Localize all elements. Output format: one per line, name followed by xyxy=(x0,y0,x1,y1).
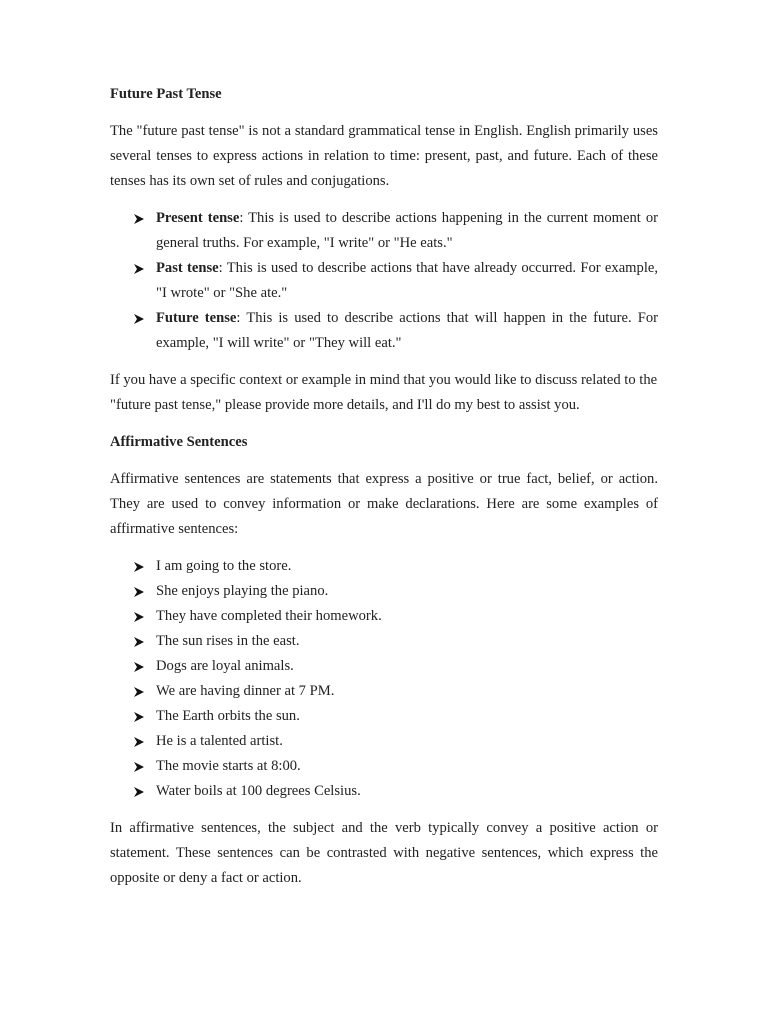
tense-term: Present tense xyxy=(156,210,240,226)
section-heading-affirmative-sentences: Affirmative Sentences xyxy=(110,434,248,450)
example-sentence: We are having dinner at 7 PM. xyxy=(156,683,335,699)
arrowhead-bullet-icon xyxy=(133,779,147,804)
example-sentence: They have completed their homework. xyxy=(156,608,382,624)
list-item xyxy=(110,256,658,306)
arrowhead-bullet-icon xyxy=(133,256,147,281)
arrowhead-bullet-icon xyxy=(133,604,147,629)
list-item xyxy=(110,779,658,804)
list-item xyxy=(110,679,658,704)
closing-paragraph: In affirmative sentences, the subject and the verb typically convey a positive action or statement. These sentences can be contrasted with negative sentences, which express the opposite or deny a fact or action. xyxy=(110,820,658,886)
arrowhead-bullet-icon xyxy=(133,554,147,579)
list-item xyxy=(110,704,658,729)
arrowhead-bullet-icon xyxy=(133,206,147,231)
intro-paragraph: The "future past tense" is not a standard grammatical tense in English. English primarily uses several tenses to express actions in relation to time: present, past, and future. Each of these tenses has its own set of rules and conjugations. xyxy=(110,123,658,189)
example-sentence: He is a talented artist. xyxy=(156,733,283,749)
example-sentence: She enjoys playing the piano. xyxy=(156,583,329,599)
tenses-list xyxy=(110,206,658,356)
example-sentence: Water boils at 100 degrees Celsius. xyxy=(156,783,361,799)
list-item xyxy=(110,206,658,256)
list-item xyxy=(110,629,658,654)
list-item xyxy=(110,579,658,604)
arrowhead-bullet-icon xyxy=(133,729,147,754)
arrowhead-bullet-icon xyxy=(133,704,147,729)
list-item xyxy=(110,554,658,579)
arrowhead-bullet-icon xyxy=(133,654,147,679)
tense-description: : This is used to describe actions that have already occurred. For example, "I wrote" or "She ate." xyxy=(156,260,658,301)
example-sentence: The Earth orbits the sun. xyxy=(156,708,300,724)
list-item xyxy=(110,654,658,679)
list-item xyxy=(110,604,658,629)
list-item xyxy=(110,729,658,754)
tense-term: Future tense xyxy=(156,310,237,326)
list-item xyxy=(110,306,658,356)
tense-description: : This is used to describe actions that will happen in the future. For example, "I will write" or "They will eat." xyxy=(156,310,658,351)
list-item xyxy=(110,754,658,779)
arrowhead-bullet-icon xyxy=(133,579,147,604)
example-sentence: The sun rises in the east. xyxy=(156,633,300,649)
arrowhead-bullet-icon xyxy=(133,306,147,331)
affirmative-intro-paragraph: Affirmative sentences are statements that express a positive or true fact, belief, or action. They are used to convey information or make declarations. Here are some examples of affirmative sentences: xyxy=(110,471,658,537)
tense-term: Past tense xyxy=(156,260,219,276)
tense-description: : This is used to describe actions happening in the current moment or general truths. For example, "I write" or "He eats." xyxy=(156,210,659,251)
section-heading-future-past-tense: Future Past Tense xyxy=(110,86,222,102)
example-sentence: The movie starts at 8:00. xyxy=(156,758,301,774)
example-sentence: Dogs are loyal animals. xyxy=(156,658,294,674)
arrowhead-bullet-icon xyxy=(133,679,147,704)
example-sentence: I am going to the store. xyxy=(156,558,292,574)
document-page xyxy=(110,82,658,891)
context-paragraph: If you have a specific context or example in mind that you would like to discuss related to the "future past tense," please provide more details, and I'll do my best to assist you. xyxy=(110,372,658,413)
arrowhead-bullet-icon xyxy=(133,754,147,779)
examples-list xyxy=(110,554,658,804)
arrowhead-bullet-icon xyxy=(133,629,147,654)
